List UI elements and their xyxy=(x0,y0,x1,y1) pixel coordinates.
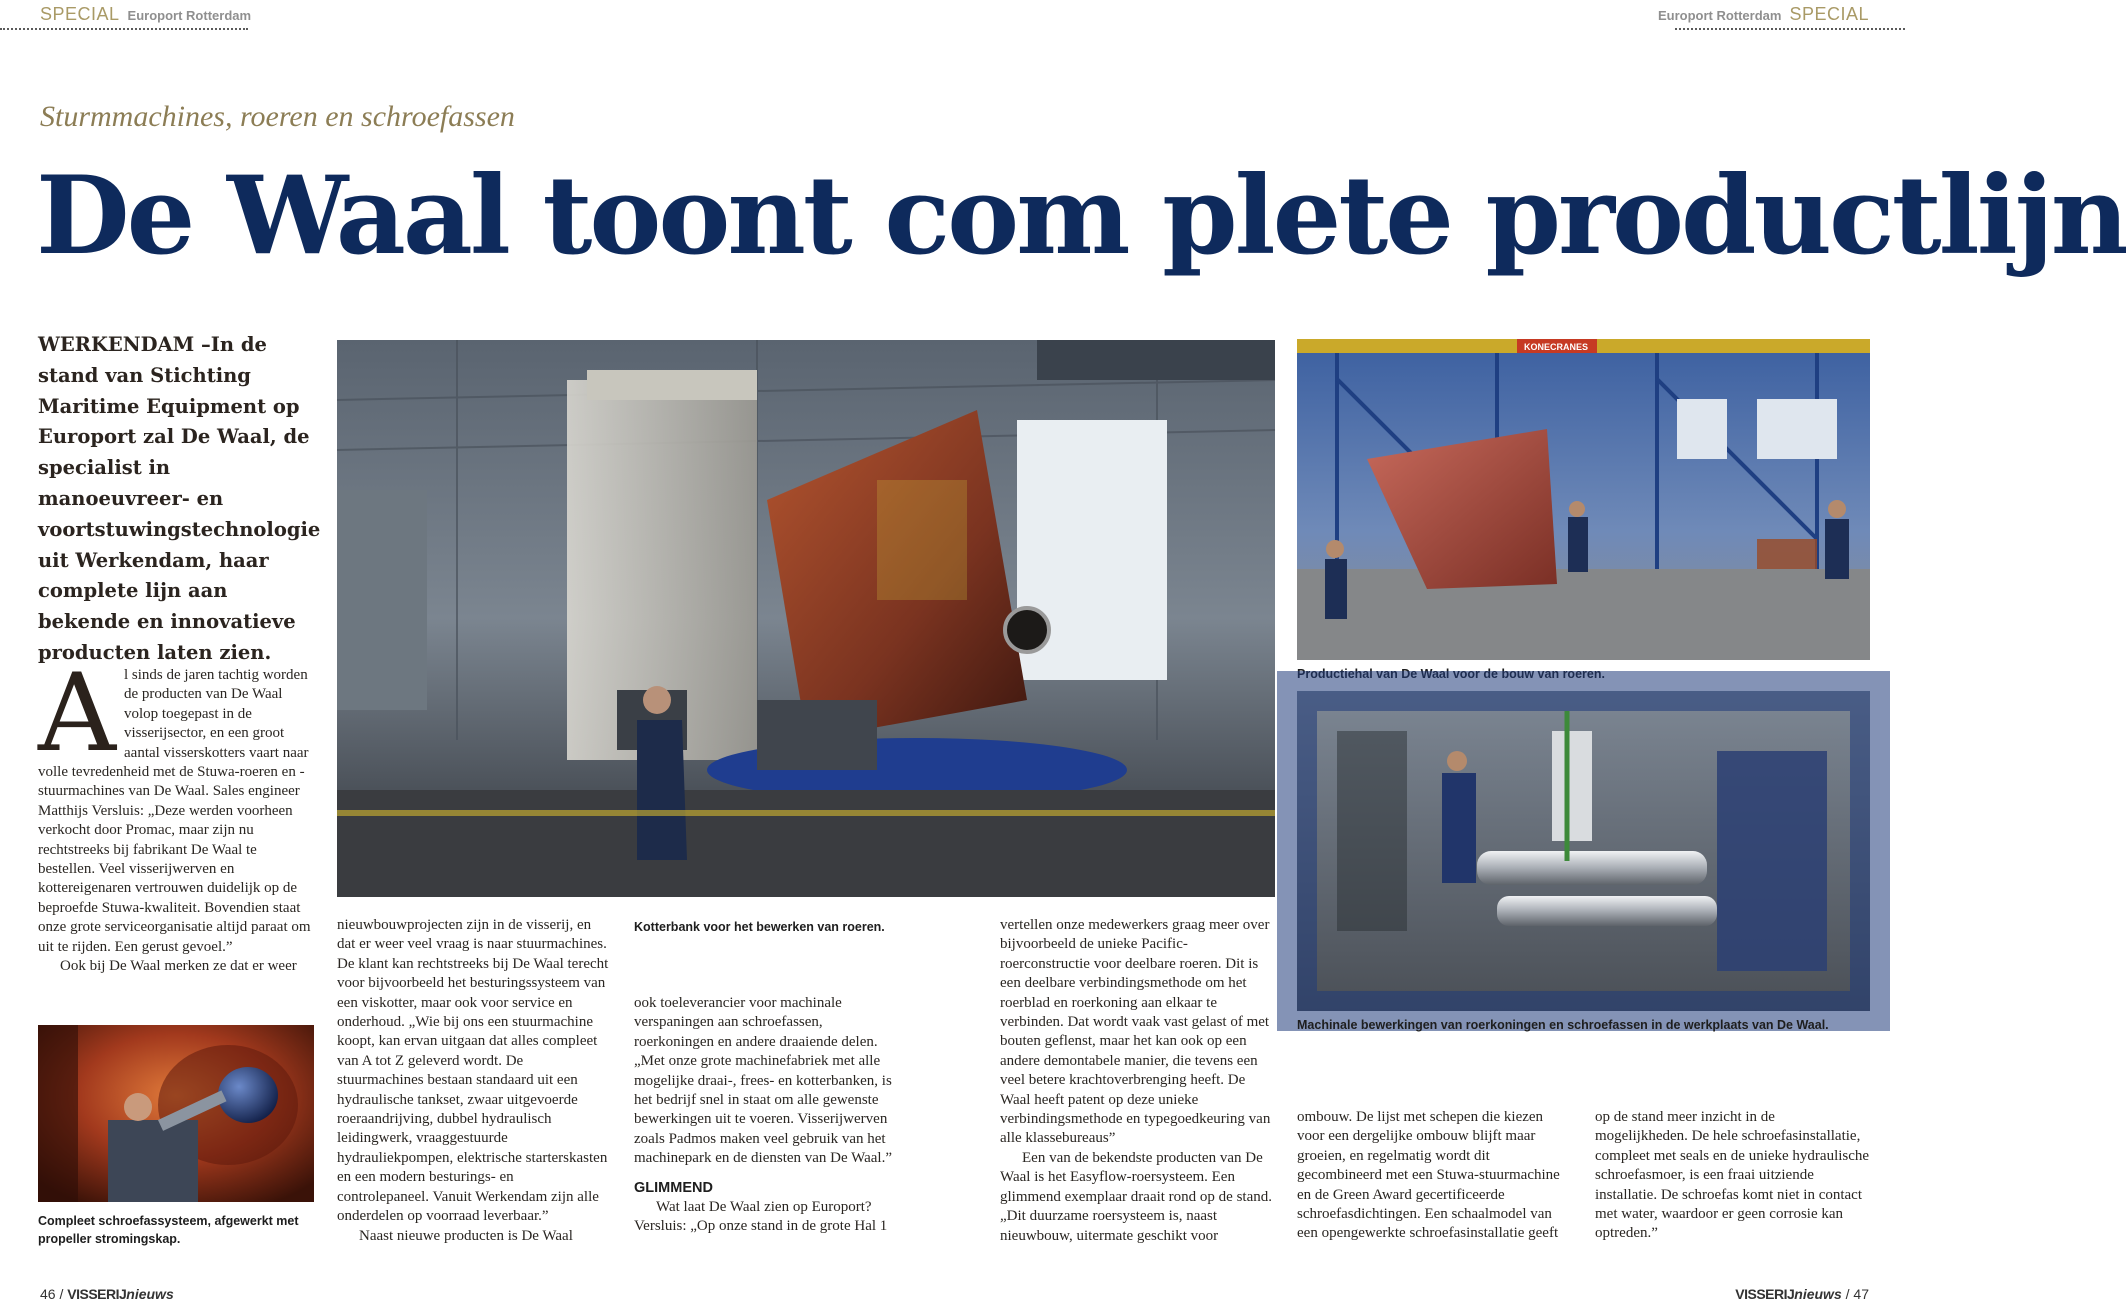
paragraph: l sinds de jaren tachtig worden de producten van De Waal volop toegepast in de visserijsector, en een groot aantal visserskotters vaart naar volle tevredenheid met de Stuwa-roeren en -stuurmachines van De Waal. Sales engineer Matthijs Versluis: „Deze werden voorheen verkocht door Promac, maar zijn nu rechtstreeks bij fabrikant De Waal te bestellen. Veel visserijwerven en kottereigenaren vertrouwen duidelijk op de beproefde Stuwa-kwaliteit. Bovendien staat onze grote serviceorganisatie altijd paraat om uit te rijden. Een gerust gevoel.” xyxy=(38,667,311,955)
footer-right xyxy=(1735,1286,1869,1302)
paragraph: nieuwbouwprojecten zijn in de visserij, en dat er weer veel vraag is naar stuurmachines. De klant kan rechtstreeks bij De Waal terecht voor bijvoorbeeld het besturingssysteem van een viskotter, maar ook voor service en onderhoud. „Wie bij ons een stuurmachine koopt, kan ervan uitgaan dat alles compleet van A tot Z geleverd wordt. De stuurmachines bestaan standaard uit een hydraulische tankset, zwaar uitgevoerde roeraandrijving, dubbel hydraulisch leidingwerk, vraaggestuurde hydrauliekpompen, elektrische starterskasten en een modern besturings- en controlepaneel. Vanuit Werkendam zijn alle onderdelen op voorraad leverbaar.” xyxy=(337,917,609,1225)
special-label: SPECIAL xyxy=(1789,4,1869,24)
paragraph: Naast nieuwe producten is De Waal xyxy=(359,1227,573,1244)
paragraph: op de stand meer inzicht in de mogelijkheden. De hele schroefasinstallatie, compleet met seals en de unieke hydraulische schroefasmoer, is een fraai uitziende installatie. De schroefas komt niet in contact met water, waardoor er geen corrosie kan optreden.” xyxy=(1595,1109,1870,1242)
article-headline: De Waal toont com plete productlijn xyxy=(36,153,2126,279)
paragraph: Een van de bekendste producten van De Waal is het Easyflow-roersysteem. Een glimmend exemplaar draait rond op de stand. „Dit duurzame roersysteem is, naast nieuwbouw, uitermate geschikt voor xyxy=(1000,1149,1272,1244)
special-label: SPECIAL xyxy=(40,4,120,24)
brand-logo: VISSERIJ xyxy=(67,1286,127,1302)
header-rule-right xyxy=(1675,28,1905,30)
article-kicker: Sturmmachines, roeren en schroefassen xyxy=(40,100,515,133)
page-number: 47 xyxy=(1853,1286,1869,1302)
production-hall-photo xyxy=(1297,339,1870,660)
page-number: 46 xyxy=(40,1286,56,1302)
photo-caption: Compleet schroefassysteem, afgewerkt met propeller stromingskap. xyxy=(38,1214,299,1246)
subheading: GLIMMEND xyxy=(634,1179,713,1196)
propeller-photo xyxy=(38,1025,314,1202)
photo-caption: Productiehal van De Waal voor de bouw van roeren. xyxy=(1297,667,1605,681)
article-lead: WERKENDAM –In de stand van Stichting Maritime Equipment op Europort zal De Waal, de specialist in manoeuvreer- en voortstuwingstechnologie uit Werkendam, haar complete lijn aan bekende en innovatieve producten laten zien. xyxy=(38,333,321,664)
text-column-3 xyxy=(634,994,904,1237)
brand-logo: VISSERIJ xyxy=(1735,1286,1795,1302)
separator: / xyxy=(59,1286,64,1302)
paragraph: vertellen onze medewerkers graag meer over bijvoorbeeld de unieke Pacific-roerconstructie voor deelbare roeren. Dit is een deelbare verbindingsmethode om het roerblad en roerkoning aan elkaar te verbinden. Dat wordt vaak vast gelast of met bouten geflenst, maar het kan ook op een andere demontabele manier, die tevens een veel betere krachtoverbrenging heeft. De Waal heeft patent op deze unieke verbindingsmethode en typegoedkeuring van alle klassebureaus” xyxy=(1000,917,1271,1147)
text-column-6 xyxy=(1595,1108,1870,1244)
running-header-right xyxy=(1650,4,1869,28)
photo-caption: Kotterbank voor het bewerken van roeren. xyxy=(634,920,885,934)
paragraph: Ook bij De Waal merken ze dat er weer xyxy=(60,958,297,975)
text-column-2 xyxy=(337,916,609,1246)
header-rule-left xyxy=(0,28,248,30)
brand-logo-suffix: nieuws xyxy=(1794,1286,1842,1302)
shaft-machining-photo xyxy=(1297,691,1870,1011)
footer-left xyxy=(40,1286,174,1302)
section-place: Europort Rotterdam xyxy=(1657,8,1782,23)
drop-cap: A xyxy=(38,651,116,776)
brand-logo-suffix: nieuws xyxy=(126,1286,174,1302)
photo-caption: Machinale bewerkingen van roerkoningen en schroefassen in de werkplaats van De Waal. xyxy=(1297,1018,1829,1032)
paragraph: ombouw. De lijst met schepen die kiezen voor een dergelijke ombouw blijft maar groeien, en regelmatig wordt dit gecombineerd met een Stuwa-stuurmachine en de Green Award gecertificeerde schroefasdichtingen. Een schaalmodel van een opengewerkte schroefasinstallatie geeft xyxy=(1297,1109,1560,1242)
paragraph: ook toeleverancier voor machinale verspaningen aan schroefassen, roerkoningen en andere draaiende delen. „Met onze grote machinefabriek met alle mogelijke draai-, frees- en kotterbanken, is het bedrijf snel in staat om alle gewenste bewerkingen uit te voeren. Visserijwerven zoals Padmos maken veel gebruik van het machinepark en de diensten van De Waal.” xyxy=(634,995,892,1167)
separator: / xyxy=(1845,1286,1850,1302)
text-column-4 xyxy=(1000,916,1276,1246)
text-column-1 xyxy=(38,651,314,977)
boring-mill-photo xyxy=(337,340,1275,897)
paragraph: Wat laat De Waal zien op Europort? Versluis: „Op onze stand in de grote Hal 1 xyxy=(634,1199,888,1235)
running-header-left xyxy=(40,4,259,28)
section-place: Europort Rotterdam xyxy=(127,8,252,23)
text-column-5 xyxy=(1297,1108,1573,1244)
crane-sign-text: KONECRANES xyxy=(1524,342,1589,352)
